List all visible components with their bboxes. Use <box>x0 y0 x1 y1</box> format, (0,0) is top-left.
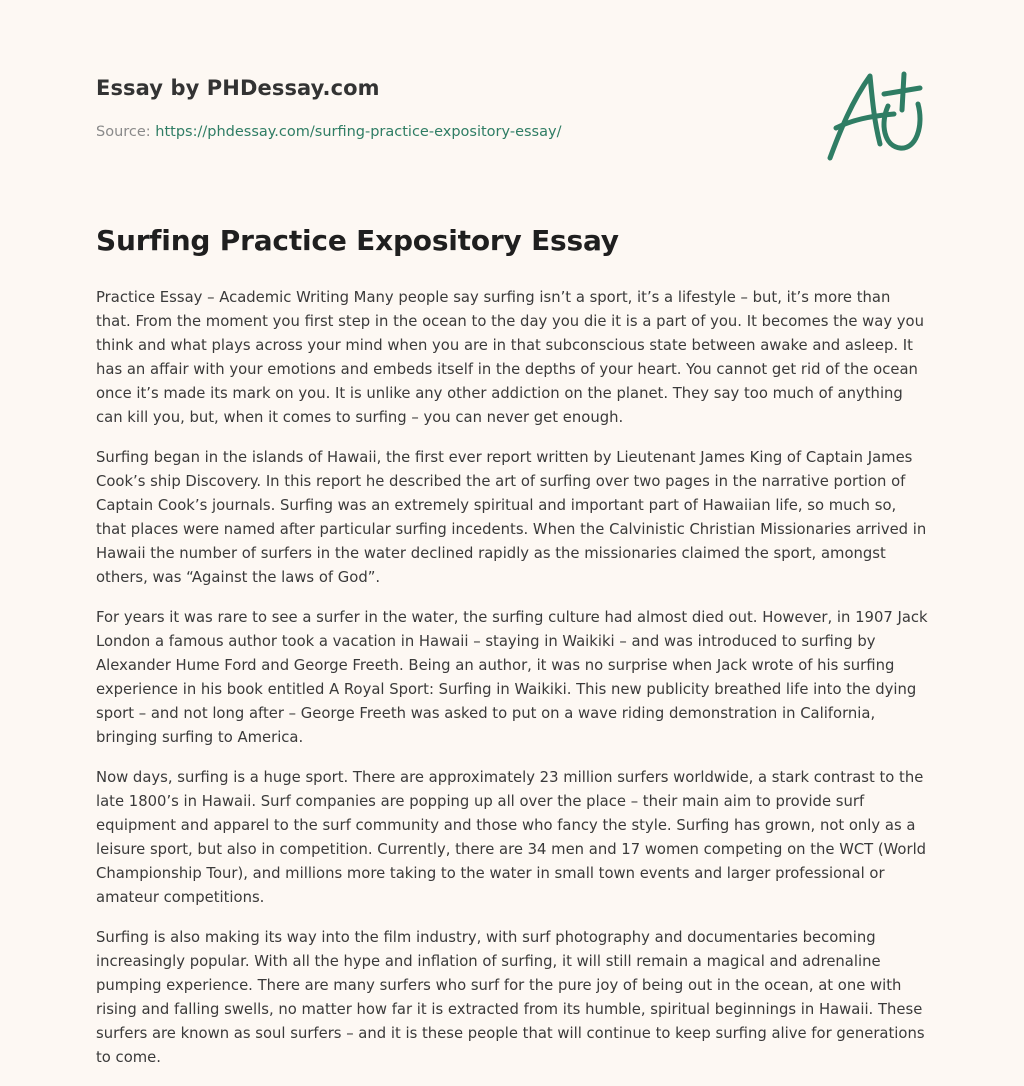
source-line <box>96 124 561 140</box>
essay-paragraph: For years it was rare to see a surfer in the water, the surfing culture had almost died out. However, in 1907 Jack London a famous author took a vacation in Hawaii – staying in Waikiki – and was introduced to surfing by Alexander Hume Ford and George Freeth. Being an author, it was no surprise when Jack wrote of his surfing experience in his book entitled A Royal Sport: Surfing in Waikiki. This new publicity breathed life into the dying sport – and not long after – George Freeth was asked to put on a wave riding demonstration in California, bringing surfing to America. <box>96 609 928 746</box>
a-plus-grade-icon <box>822 66 932 166</box>
essay-paragraph: Now days, surfing is a huge sport. There are approximately 23 million surfers worldwide, a stark contrast to the late 1800’s in Hawaii. Surf companies are popping up all over the place – their main aim to provide surf equipment and apparel to the surf community and those who fancy the style. Surfing has grown, not only as a leisure sport, but also in competition. Currently, there are 34 men and 17 women competing on the WCT (World Championship Tour), and millions more taking to the water in small town events and larger professional or amateur competitions. <box>96 769 927 906</box>
essay-paragraph: Practice Essay – Academic Writing Many people say surfing isn’t a sport, it’s a lifestyle – but, it’s more than that. From the moment you first step in the ocean to the day you die it is a part of you. It becomes the way you think and what plays across your mind when you are in that subconscious state between awake and asleep. It has an affair with your emotions and embeds itself in the depths of your heart. You cannot get rid of the ocean once it’s made its mark on you. It is unlike any other addiction on the planet. They say too much of anything can kill you, but, when it comes to surfing – you can never get enough. <box>96 289 924 426</box>
essay-title: Surfing Practice Expository Essay <box>96 224 619 257</box>
source-link[interactable]: https://phdessay.com/surfing-practice-expository-essay/ <box>155 124 562 140</box>
page-header <box>96 76 926 140</box>
brand-title: Essay by PHDessay.com <box>96 76 380 100</box>
essay-paragraph: Surfing began in the islands of Hawaii, the first ever report written by Lieutenant James King of Captain James Cook’s ship Discovery. In this report he described the art of surfing over two pages in the narrative portion of Captain Cook’s journals. Surfing was an extremely spiritual and important part of Hawaiian life, so much so, that places were named after particular surfing incedents. When the Calvinistic Christian Missionaries arrived in Hawaii the number of surfers in the water declined rapidly as the missionaries claimed the sport, amongst others, was “Against the laws of God”. <box>96 449 927 586</box>
source-label: Source: <box>96 124 151 140</box>
essay-paragraph: Surfing is also making its way into the film industry, with surf photography and documentaries becoming increasingly popular. With all the hype and inflation of surfing, it will still remain a magical and adrenaline pumping experience. There are many surfers who surf for the pure joy of being out in the ocean, at one with rising and falling swells, no matter how far it is extracted from its humble, spiritual beginnings in Hawaii. These surfers are known as soul surfers – and it is these people that will continue to keep surfing alive for generations to come. <box>96 929 925 1066</box>
essay-body <box>96 286 928 1086</box>
